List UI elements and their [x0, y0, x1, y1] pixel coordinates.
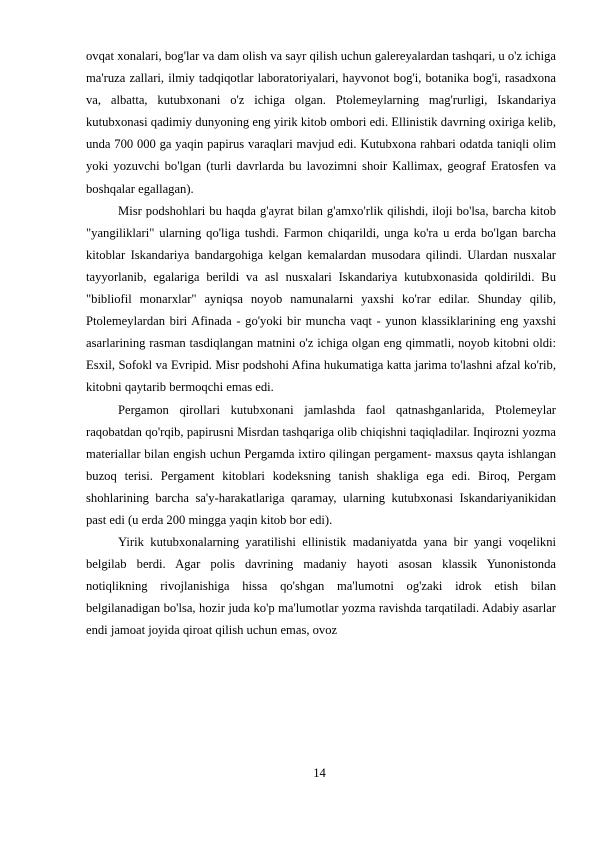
paragraph-2: Misr podshohlari bu haqda g'ayrat bilan g'amxo'rlik qilishdi, iloji bo'lsa, barcha kitob "yangiliklari" ularning qo'liga tushdi. Farmon chiqarildi, unga ko'ra u erda bo'lgan barcha kitoblar Iskandariya bandargohiga kelgan kemalardan musodara qilindi. Ulardan nusxalar tayyorlanib, egalariga berildi va asl nusxalari Iskandariya kutubxonasida qoldirildi. Bu "bibliofil monarxlar" ayniqsa noyob namunalarni yaxshi ko'rar edilar. Shunday qilib, Ptolemeylardan biri Afinada - go'yoki bir muncha vaqt - yunon klassiklarining eng yaxshi asarlarining rasman tasdiqlangan matnini o'z ichiga olgan eng qimmatli, noyob kitobni oldi: Esxil, Sofokl va Evripid. Misr podshohi Afina hukumatiga katta jarima to'lashni afzal ko'rib, kitobni qaytarib bermoqchi emas edi. — [86, 203, 556, 395]
paragraph-3: Pergamon qirollari kutubxonani jamlashda faol qatnashganlarida, Ptolemeylar raqobatdan qo'rqib, papirusni Misrdan tashqariga olib chiqishni taqiqladilar. Inqirozni yozma materiallar bilan engish uchun Pergamda ixtiro qilingan pergament- maxsus qayta ishlangan buzoq terisi. Pergament kitoblari kodeksning tanish shakliga ega edi. Biroq, Pergam shohlarining barcha sa'y-harakatlariga qaramay, ularning kutubxonasi Iskandariyanikidan past edi (u erda 200 mingga yaqin kitob bor edi). — [86, 402, 556, 527]
page-number-container — [0, 765, 595, 781]
paragraph-4: Yirik kutubxonalarning yaratilishi ellinistik madaniyatda yana bir yangi voqelikni belgilab berdi. Agar polis davrining madaniy hayoti asosan klassik Yunonistonda notiqlikning rivojlanishiga hissa qo'shgan ma'lumotni og'zaki idrok etish bilan belgilanadigan bo'lsa, hozir juda ko'p ma'lumotlar yozma ravishda tarqatiladi. Adabiy asarlar endi jamoat joyida qiroat qilish uchun emas, ovoz — [86, 535, 556, 638]
paragraph-1: ovqat xonalari, bog'lar va dam olish va sayr qilish uchun galereyalardan tashqari, u o'z ichiga ma'ruza zallari, ilmiy tadqiqotlar laboratoriyalari, hayvonot bog'i, botanika bog'i, rasadxona va, albatta, kutubxonani o'z ichiga olgan. Ptolemeylarning mag'rurligi, Iskandariya kutubxonasi qadimiy dunyoning eng yirik kitob ombori edi. Ellinistik davrning oxiriga kelib, unda 700 000 ga yaqin papirus varaqlari mavjud edi. Kutubxona rahbari odatda taniqli olim yoki yozuvchi bo'lgan (turli davrlarda bu lavozimni shoir Kallimax, geograf Eratosfen va boshqalar egallagan). — [86, 49, 556, 196]
page-number: 14 — [313, 766, 326, 780]
page-body — [86, 45, 556, 642]
